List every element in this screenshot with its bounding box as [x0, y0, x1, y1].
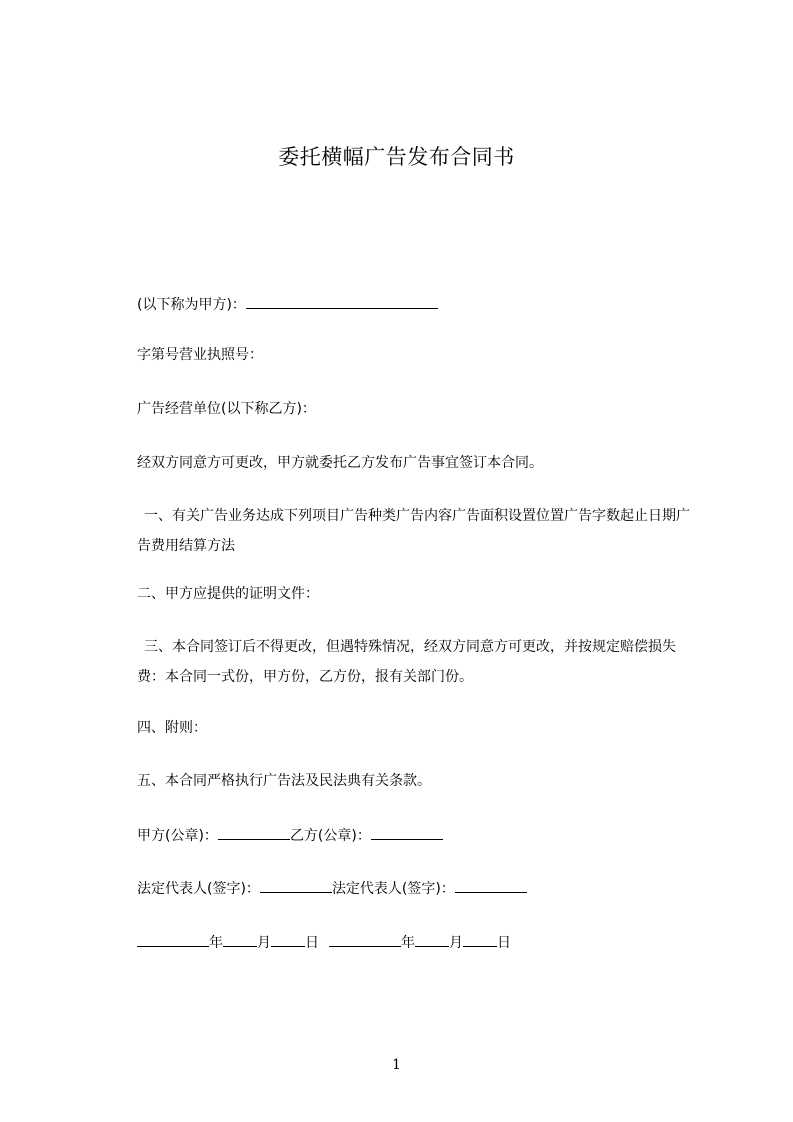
date-line: [137, 932, 511, 952]
date-a-year-label: 年: [209, 935, 223, 951]
date-b-day-blank[interactable]: [463, 932, 497, 947]
seal-a-blank[interactable]: [218, 825, 290, 840]
rep-a-blank[interactable]: [260, 878, 332, 893]
page-number: 1: [392, 1057, 401, 1073]
clause-5: 五、本合同严格执行广告法及民法典有关条款。: [137, 773, 431, 789]
date-a-day-blank[interactable]: [271, 932, 305, 947]
date-b-year-blank[interactable]: [329, 932, 401, 947]
rep-b-blank[interactable]: [455, 878, 527, 893]
party-a-label: (以下称为甲方)：: [137, 297, 246, 313]
date-b-day-label: 日: [497, 935, 511, 951]
rep-b-label: 法定代表人(签字)：: [331, 881, 455, 897]
seal-b-label: 乙方(公章)：: [289, 828, 371, 844]
seal-line: [137, 825, 443, 845]
date-b-year-label: 年: [401, 935, 415, 951]
date-a-year-blank[interactable]: [137, 932, 209, 947]
date-a-month-label: 月: [257, 935, 271, 951]
license-line: 字第号营业执照号：: [137, 347, 263, 363]
clause-3: 三、本合同签订后不得更改，但遇特殊情况，经双方同意方可更改，并按规定赔偿损失费：本合同一式份，甲方份，乙方份，报有关部门份。: [137, 639, 676, 685]
seal-a-label: 甲方(公章)：: [137, 828, 218, 844]
clause-4: 四、附则：: [137, 720, 207, 736]
clause-2: 二、甲方应提供的证明文件：: [137, 586, 319, 602]
date-a-day-label: 日: [305, 935, 319, 951]
party-b-line: 广告经营单位(以下称乙方)：: [137, 401, 316, 417]
date-b-month-label: 月: [449, 935, 463, 951]
date-a-month-blank[interactable]: [223, 932, 257, 947]
rep-a-label: 法定代表人(签字)：: [137, 881, 260, 897]
representative-line: [137, 878, 527, 898]
seal-b-blank[interactable]: [371, 825, 443, 840]
party-a-blank[interactable]: [246, 294, 438, 309]
date-b-month-blank[interactable]: [415, 932, 449, 947]
document-title: 委托横幅广告发布合同书: [278, 145, 515, 169]
party-a-line: [137, 294, 438, 314]
clause-1: 一、有关广告业务达成下列项目广告种类广告内容广告面积设置位置广告字数起止日期广告费用结算方法: [137, 508, 690, 554]
intro-paragraph: 经双方同意方可更改，甲方就委托乙方发布广告事宜签订本合同。: [137, 455, 543, 471]
